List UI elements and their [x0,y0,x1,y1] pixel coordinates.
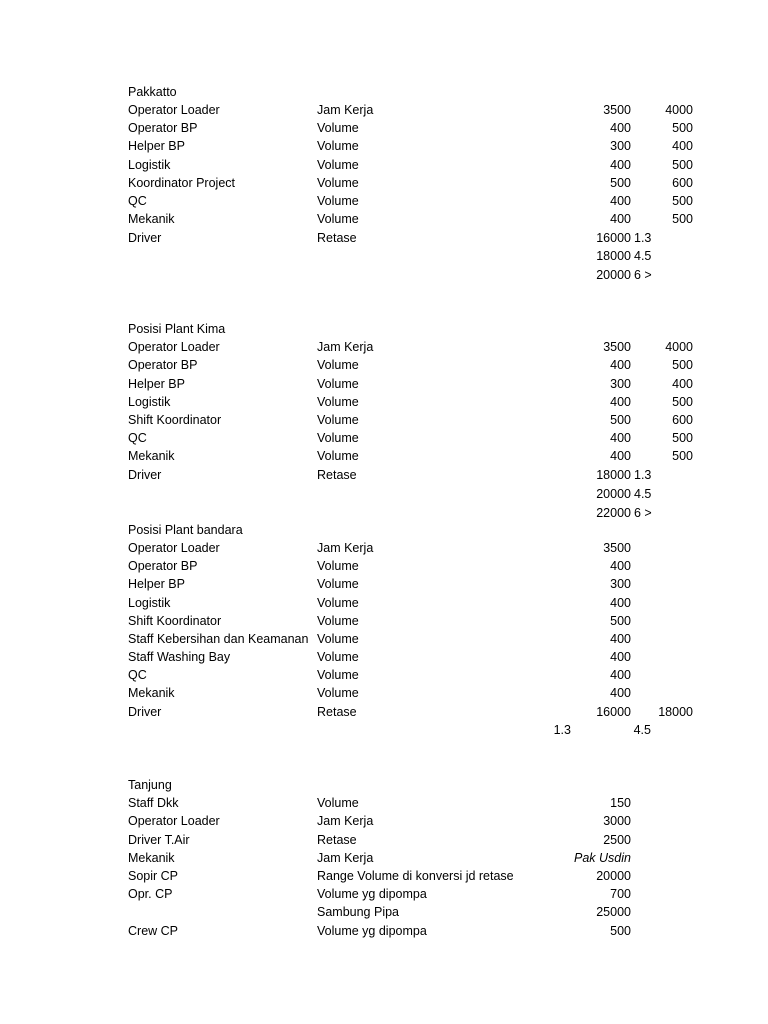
table-row [0,119,768,137]
table-row [0,174,768,192]
role-cell: Driver [128,705,162,719]
role-cell: QC [128,431,147,445]
table-row [0,648,768,666]
value1-cell: 300 [610,139,631,153]
value2-cell: 500 [672,121,693,135]
table-row [0,411,768,429]
basis-cell: Volume [317,176,359,190]
value2-cell: 4000 [665,340,693,354]
basis-cell: Volume [317,686,359,700]
value1-cell: 400 [610,596,631,610]
basis-cell: Sambung Pipa [317,905,400,919]
table-row [0,229,768,247]
table-row [0,356,768,374]
role-cell: Operator Loader [128,541,220,555]
ratio-cell: 1.3 [553,723,571,737]
value1-cell: 400 [610,632,631,646]
value1-cell: 3000 [603,814,631,828]
table-row [0,137,768,155]
basis-cell: Volume [317,194,359,208]
basis-cell: Volume [317,596,359,610]
table-row [0,794,768,812]
value1-cell: 2500 [603,833,631,847]
value1-cell: 400 [610,668,631,682]
value2-cell: 4000 [665,103,693,117]
section-title: Tanjung [128,778,172,792]
role-cell: Staff Washing Bay [128,650,231,664]
value1-cell: 400 [610,358,631,372]
table-row [0,594,768,612]
value1-cell: 400 [610,121,631,135]
basis-cell: Retase [317,705,357,719]
table-row [0,903,768,921]
table-row [0,684,768,702]
value1-cell: 400 [610,559,631,573]
value1-cell: 18000 [596,249,631,263]
basis-cell: Volume [317,139,359,153]
basis-cell: Jam Kerja [317,103,374,117]
role-cell: Opr. CP [128,887,173,901]
value2-cell: 600 [672,413,693,427]
role-cell: Helper BP [128,377,185,391]
value1-cell: 400 [610,650,631,664]
value2-cell: 500 [672,358,693,372]
role-cell: Shift Koordinator [128,614,222,628]
ratio-cell: 1.3 [634,468,652,482]
role-cell: Staff Kebersihan dan Keamanan [128,632,309,646]
role-cell: Operator Loader [128,814,220,828]
basis-cell: Volume [317,358,359,372]
table-row [0,375,768,393]
role-cell: Mekanik [128,851,175,865]
basis-cell: Range Volume di konversi jd retase [317,869,514,883]
table-row [0,485,768,503]
role-cell: Logistik [128,596,171,610]
table-row [0,831,768,849]
table-row [0,666,768,684]
table-row [0,703,768,721]
basis-cell: Volume [317,559,359,573]
value1-cell: 3500 [603,340,631,354]
value1-cell: 22000 [596,506,631,520]
value1-cell: 400 [610,194,631,208]
ratio-cell: 4.5 [634,487,652,501]
value1-cell: 400 [610,212,631,226]
value1-cell: 400 [610,686,631,700]
basis-cell: Volume [317,212,359,226]
section-title: Pakkatto [128,85,177,99]
role-cell: Helper BP [128,577,185,591]
role-cell: QC [128,668,147,682]
basis-cell: Volume [317,449,359,463]
value1-cell: 20000 [596,268,631,282]
value1-cell: 500 [610,924,631,938]
basis-cell: Volume [317,158,359,172]
table-row [0,575,768,593]
basis-cell: Volume [317,121,359,135]
section-title: Posisi Plant Kima [128,322,226,336]
ratio-cell: 1.3 [634,231,652,245]
table-row [0,867,768,885]
value1-cell: 16000 [596,705,631,719]
role-cell: Driver [128,468,162,482]
value2-cell: 600 [672,176,693,190]
value1-cell: 16000 [596,231,631,245]
value1-cell: 500 [610,176,631,190]
value2-cell: 500 [672,158,693,172]
table-row [0,266,768,284]
value2-cell: 400 [672,139,693,153]
basis-cell: Volume yg dipompa [317,887,427,901]
basis-cell: Retase [317,833,357,847]
role-cell: Driver [128,231,162,245]
ratio-cell: 4.5 [634,249,652,263]
section-title-pakkatto [0,83,768,101]
role-cell: Koordinator Project [128,176,236,190]
role-cell: QC [128,194,147,208]
value1-cell: 400 [610,449,631,463]
table-row [0,447,768,465]
value1-cell: 400 [610,431,631,445]
value1-cell: 20000 [596,487,631,501]
basis-cell: Volume [317,431,359,445]
value2-cell: 500 [672,212,693,226]
table-row [0,612,768,630]
value1-cell: 700 [610,887,631,901]
role-cell: Shift Koordinator [128,413,222,427]
basis-cell: Volume [317,650,359,664]
role-cell: Operator BP [128,559,198,573]
role-cell: Operator BP [128,358,198,372]
table-row [0,721,768,739]
role-cell: Operator BP [128,121,198,135]
table-row [0,922,768,940]
basis-cell: Volume [317,796,359,810]
value1-cell: 400 [610,395,631,409]
table-row [0,156,768,174]
ratio-cell: 4.5 [633,723,651,737]
value1-cell: 400 [610,158,631,172]
value1-cell: 18000 [596,468,631,482]
role-cell: Driver T.Air [128,833,190,847]
basis-cell: Volume [317,668,359,682]
section-title-tanjung [0,776,768,794]
basis-cell: Retase [317,468,357,482]
basis-cell: Volume [317,577,359,591]
section-title-bandara [0,521,768,539]
value1-cell: 500 [610,614,631,628]
role-cell: Crew CP [128,924,179,938]
basis-cell: Volume [317,377,359,391]
role-cell: Operator Loader [128,103,220,117]
table-row [0,466,768,484]
basis-cell: Volume yg dipompa [317,924,427,938]
role-cell: Operator Loader [128,340,220,354]
role-cell: Mekanik [128,686,175,700]
value2-cell: 500 [672,194,693,208]
value1-cell: 20000 [596,869,631,883]
value1-cell: 3500 [603,541,631,555]
value1-cell: 500 [610,413,631,427]
value1-cell: 150 [610,796,631,810]
section-title-kima [0,320,768,338]
value2-cell: 400 [672,377,693,391]
role-cell: Helper BP [128,139,185,153]
table-row [0,504,768,522]
table-row [0,393,768,411]
role-cell: Sopir CP [128,869,179,883]
value1-cell: 300 [610,377,631,391]
value1-cell: 25000 [596,905,631,919]
value1-cell: 300 [610,577,631,591]
value1-cell: Pak Usdin [574,851,631,865]
table-row [0,849,768,867]
value2-cell: 18000 [658,705,693,719]
table-row [0,338,768,356]
role-cell: Mekanik [128,212,175,226]
basis-cell: Jam Kerja [317,851,374,865]
role-cell: Logistik [128,395,171,409]
value2-cell: 500 [672,449,693,463]
role-cell: Staff Dkk [128,796,179,810]
value2-cell: 500 [672,395,693,409]
table-row [0,210,768,228]
role-cell: Mekanik [128,449,175,463]
basis-cell: Retase [317,231,357,245]
table-row [0,192,768,210]
basis-cell: Volume [317,413,359,427]
role-cell: Logistik [128,158,171,172]
value2-cell: 500 [672,431,693,445]
table-row [0,557,768,575]
basis-cell: Jam Kerja [317,814,374,828]
ratio-cell: 6 > [634,506,652,520]
basis-cell: Volume [317,632,359,646]
table-row [0,630,768,648]
value1-cell: 3500 [603,103,631,117]
table-row [0,429,768,447]
table-row [0,539,768,557]
ratio-cell: 6 > [634,268,652,282]
basis-cell: Volume [317,614,359,628]
basis-cell: Jam Kerja [317,340,374,354]
basis-cell: Jam Kerja [317,541,374,555]
basis-cell: Volume [317,395,359,409]
table-row [0,101,768,119]
section-title: Posisi Plant bandara [128,523,243,537]
table-row [0,885,768,903]
table-row [0,247,768,265]
table-row [0,812,768,830]
